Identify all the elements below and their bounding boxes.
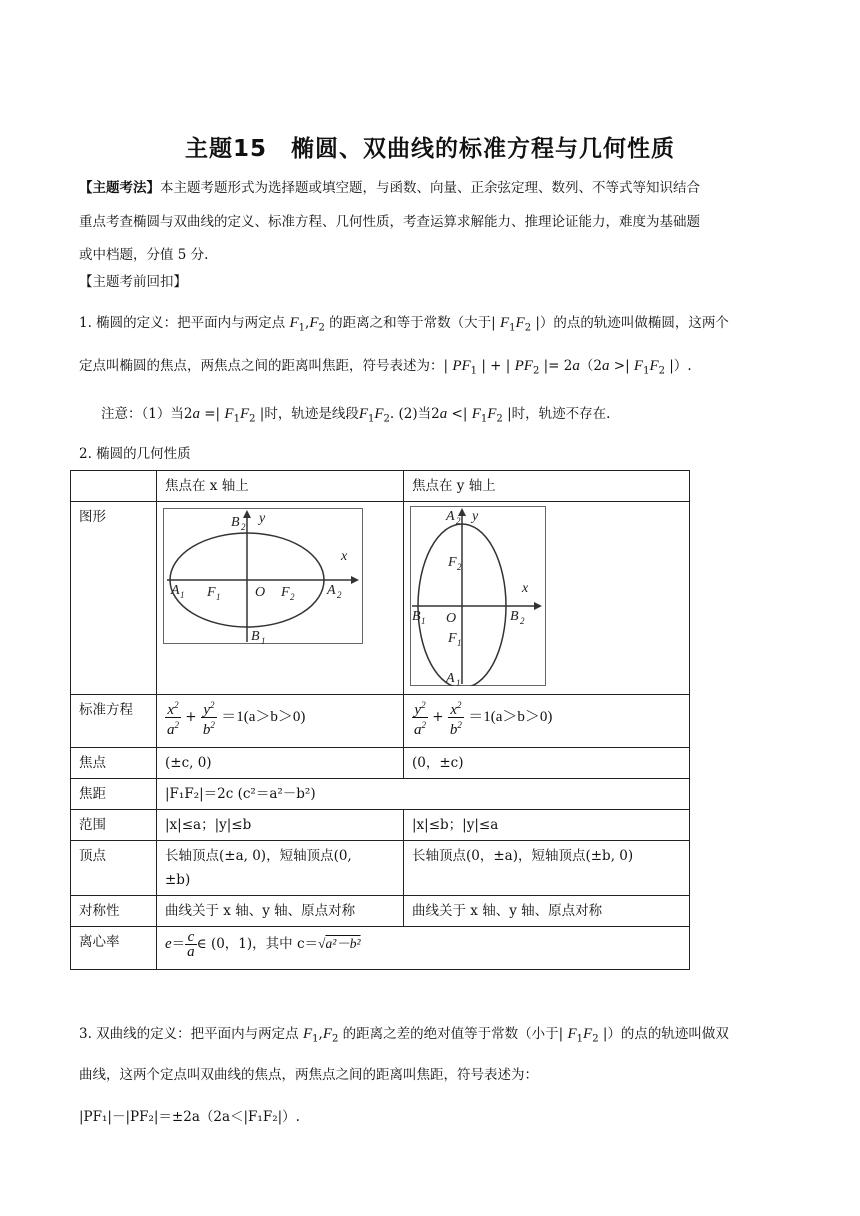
svg-text:2: 2 bbox=[520, 616, 525, 626]
svg-text:x: x bbox=[341, 549, 348, 564]
svg-text:1: 1 bbox=[456, 678, 461, 686]
row-label-vertex: 顶点 bbox=[71, 841, 157, 896]
table-header-row bbox=[71, 471, 690, 502]
foci-x: (±c, 0) bbox=[157, 748, 404, 779]
table-row-eccentricity bbox=[71, 927, 690, 970]
svg-text:1: 1 bbox=[421, 616, 426, 626]
foci-y: (0，±c) bbox=[404, 748, 690, 779]
ellipse-definition-line-2: 定点叫椭圆的焦点，两焦点之间的距离叫焦距，符号表述为：| $PF_1$ | + | $PF_2$ |= 2a（2a >| $F_1F_2$ |）. bbox=[79, 358, 692, 377]
hyperbola-definition-line-3: |PF₁|－|PF₂|＝±2a（2a＜|F₁F₂|）. bbox=[79, 1109, 300, 1125]
symmetry-x: 曲线关于 x 轴、y 轴、原点对称 bbox=[157, 896, 404, 927]
row-label-eccentricity: 离心率 bbox=[71, 927, 157, 970]
ellipse-y-figure bbox=[410, 506, 546, 686]
svg-text:1: 1 bbox=[457, 638, 462, 648]
svg-text:2: 2 bbox=[337, 590, 342, 600]
intro-text-1: 本主题考题形式为选择题或填空题，与函数、向量、正余弦定理、数列、不等式等知识结合 bbox=[160, 180, 700, 196]
svg-text:1: 1 bbox=[216, 592, 221, 602]
section-2-heading: 2. 椭圆的几何性质 bbox=[79, 446, 191, 462]
row-label-range: 范围 bbox=[71, 810, 157, 841]
svg-text:F: F bbox=[448, 555, 457, 570]
svg-text:y: y bbox=[259, 511, 266, 526]
table-row-equation bbox=[71, 695, 690, 748]
equation-x: $\frac{x^2}{a^2}$ + $\frac{y^2}{b^2}$ ＝1(a＞b＞0) bbox=[157, 695, 404, 748]
svg-text:A: A bbox=[327, 583, 336, 598]
header-focus-y: 焦点在 y 轴上 bbox=[404, 471, 690, 502]
symmetry-y: 曲线关于 x 轴、y 轴、原点对称 bbox=[404, 896, 690, 927]
table-row-focal-distance bbox=[71, 779, 690, 810]
svg-text:A: A bbox=[171, 583, 180, 598]
table-row-vertex bbox=[71, 841, 690, 896]
svg-text:A: A bbox=[446, 671, 455, 686]
row-label-symmetry: 对称性 bbox=[71, 896, 157, 927]
svg-text:B: B bbox=[231, 515, 240, 530]
svg-text:F: F bbox=[207, 585, 216, 600]
table-row-foci bbox=[71, 748, 690, 779]
range-x: |x|≤a；|y|≤b bbox=[157, 810, 404, 841]
intro-line-1 bbox=[79, 179, 700, 197]
svg-text:O: O bbox=[446, 611, 457, 626]
vertex-y: 长轴顶点(0，±a)，短轴顶点(±b, 0) bbox=[404, 841, 690, 896]
svg-text:2: 2 bbox=[457, 562, 462, 572]
svg-text:y: y bbox=[472, 509, 479, 524]
ellipse-definition-line-1: 1. 椭圆的定义：把平面内与两定点 $F_1,F_2$ 的距离之和等于常数（大于| $F_1F_2$ |）的点的轨迹叫做椭圆，这两个 bbox=[79, 315, 729, 334]
svg-text:1: 1 bbox=[180, 590, 185, 600]
row-label-focal: 焦距 bbox=[71, 779, 157, 810]
svg-text:2: 2 bbox=[456, 516, 461, 526]
svg-text:O: O bbox=[255, 585, 266, 600]
equation-y: $\frac{y^2}{a^2}$ + $\frac{x^2}{b^2}$ ＝1(a＞b＞0) bbox=[404, 695, 690, 748]
ellipse-note: 注意：（1）当2a =| $F_1F_2$ |时，轨迹是线段$F_1F_2$. (2)当2a <| $F_1F_2$ |时，轨迹不存在. bbox=[101, 406, 611, 425]
svg-text:A: A bbox=[446, 509, 455, 524]
eccentricity-value: e＝ $\frac{c}{a}$ ∈ (0，1)，其中 c＝√a²－b² bbox=[157, 927, 690, 970]
ellipse-x-figure bbox=[163, 508, 363, 644]
svg-text:2: 2 bbox=[290, 592, 295, 602]
row-label-graph: 图形 bbox=[71, 502, 157, 695]
svg-text:2: 2 bbox=[241, 522, 246, 532]
svg-text:B: B bbox=[251, 629, 260, 644]
intro-line-2: 重点考查椭圆与双曲线的定义、标准方程、几何性质，考查运算求解能力、推理论证能力，难度为基础题 bbox=[79, 214, 700, 230]
svg-text:F: F bbox=[281, 585, 290, 600]
svg-text:x: x bbox=[522, 581, 529, 596]
intro-label: 【主题考法】 bbox=[79, 180, 160, 196]
intro-line-3: 或中档题，分值 5 分. bbox=[79, 247, 209, 263]
svg-text:1: 1 bbox=[261, 636, 266, 644]
row-label-foci: 焦点 bbox=[71, 748, 157, 779]
range-y: |x|≤b；|y|≤a bbox=[404, 810, 690, 841]
svg-text:B: B bbox=[412, 609, 421, 624]
hyperbola-definition-line-2: 曲线，这两个定点叫双曲线的焦点，两焦点之间的距离叫焦距，符号表述为： bbox=[79, 1067, 538, 1083]
table-row-graph bbox=[71, 502, 690, 695]
ellipse-properties-table bbox=[70, 470, 690, 970]
page-title: 主题15 椭圆、双曲线的标准方程与几何性质 bbox=[184, 136, 675, 162]
vertex-x: 长轴顶点(±a, 0)，短轴顶点(0, ±b) bbox=[157, 841, 404, 896]
table-row-symmetry bbox=[71, 896, 690, 927]
review-label: 【主题考前回扣】 bbox=[79, 274, 187, 290]
focal-distance: |F₁F₂|＝2c (c²＝a²－b²) bbox=[157, 779, 690, 810]
row-label-equation: 标准方程 bbox=[71, 695, 157, 748]
svg-text:F: F bbox=[448, 631, 457, 646]
header-focus-x: 焦点在 x 轴上 bbox=[157, 471, 404, 502]
svg-text:B: B bbox=[510, 609, 519, 624]
table-row-range bbox=[71, 810, 690, 841]
hyperbola-definition-line-1: 3. 双曲线的定义：把平面内与两定点 $F_1,F_2$ 的距离之差的绝对值等于常数（小于| $F_1F_2$ |）的点的轨迹叫做双 bbox=[79, 1026, 729, 1045]
